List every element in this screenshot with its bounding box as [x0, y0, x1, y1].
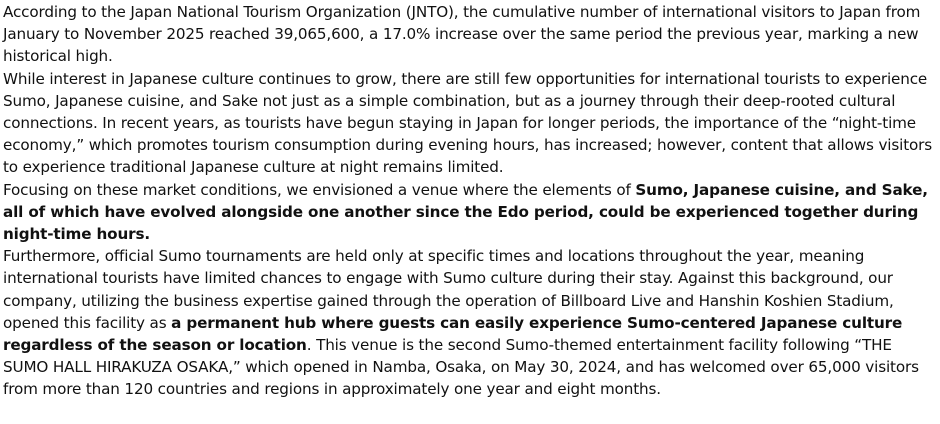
paragraph-jnto-visitors: According to the Japan National Tourism Organization (JNTO), the cumulative number of international visitors to Japan from January to November 2025 reached 39,065,600, a 17.0% increase over the same period the previous year, marking a new historical high. — [3, 3, 921, 66]
venue-concept-highlight: Sumo, Japanese cuisine, and Sake, all of which have evolved alongside one another since the Edo period, could be experienced together during night-time hours. — [3, 180, 928, 244]
paragraph-venue-concept — [3, 179, 937, 246]
permanent-hub-highlight: a permanent hub where guests can easily experience Sumo-centered Japanese culture regardless of the season or location — [3, 313, 903, 355]
venue-concept-intro: Focusing on these market conditions, we envisioned a venue where the elements of — [3, 180, 636, 199]
paragraph-permanent-hub — [3, 245, 937, 400]
permanent-hub-outro: . This venue is the second Sumo-themed entertainment facility following “THE SUMO HALL HIRAKUZA OSAKA,” which opened in Namba, Osaka, on May 30, 2024, and has welcomed over 65,000 visitors from more than 120 countries and regions in approximately one year and eight months. — [3, 336, 919, 399]
permanent-hub-intro: Furthermore, official Sumo tournaments are held only at specific times and locations throughout the year, meaning international tourists have limited chances to engage with Sumo culture during their stay. Against this background, our company, utilizing the business expertise gained through the operation of Billboard Live and Hanshin Koshien Stadium, opened this facility as — [3, 247, 894, 332]
paragraph-cultural-interest: While interest in Japanese culture continues to grow, there are still few opportunities for international tourists to experience Sumo, Japanese cuisine, and Sake not just as a simple combination, but as a journey through their deep-rooted cultural connections. In recent years, as tourists have begun staying in Japan for longer periods, the importance of the “night-time economy,” which promotes tourism consumption during evening hours, has increased; however, content that allows visitors to experience traditional Japanese culture at night remains limited. — [3, 69, 932, 177]
